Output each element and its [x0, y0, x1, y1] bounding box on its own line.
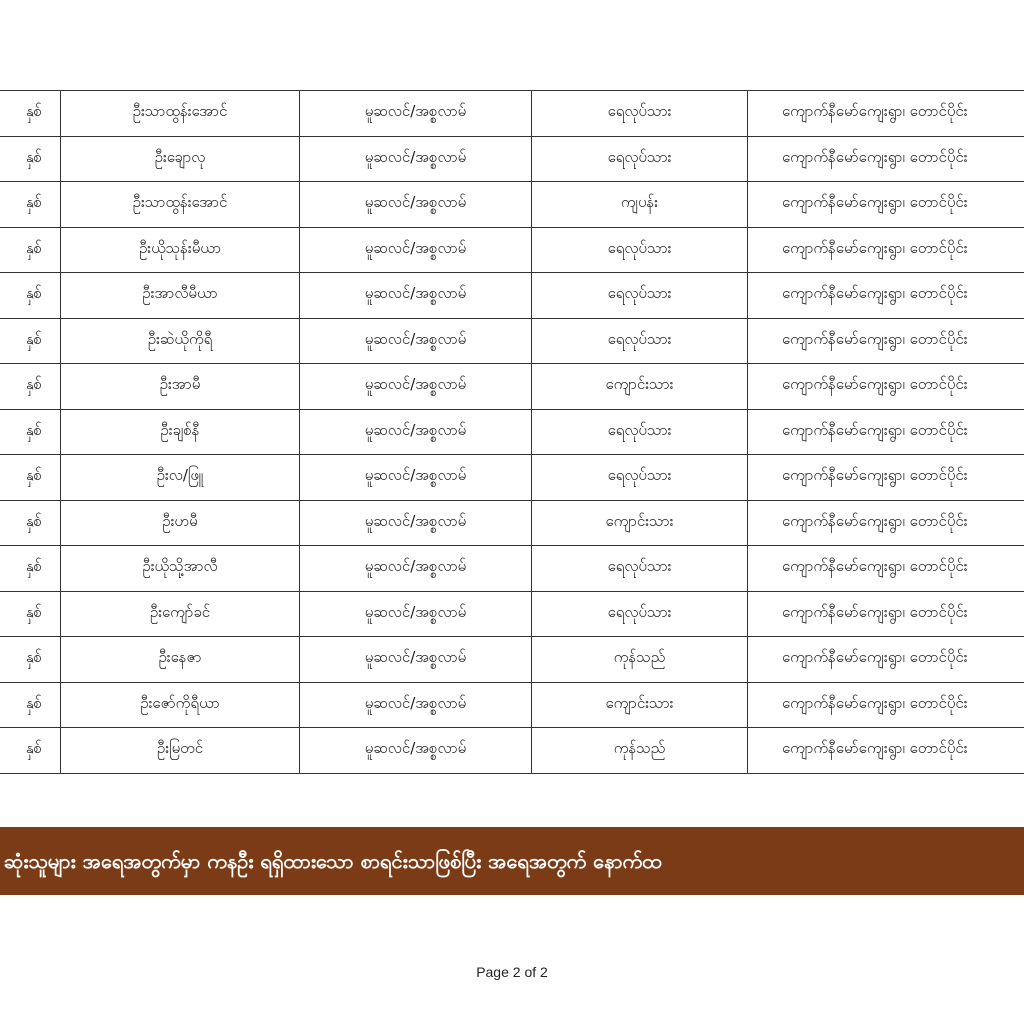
table-row [0, 318, 1024, 364]
occupation-cell: ကျောင်းသား [532, 500, 748, 546]
age-cell: နှစ် [0, 546, 61, 592]
age-cell: နှစ် [0, 409, 61, 455]
table-row [0, 500, 1024, 546]
name-cell: ဦးကျော်ခင် [61, 591, 300, 637]
victims-table-wrapper [0, 90, 1024, 774]
page-number: Page 2 of 2 [476, 964, 548, 980]
age-cell: နှစ် [0, 318, 61, 364]
religion-cell: မူဆလင်/အစ္စလာမ် [300, 364, 532, 410]
occupation-cell: ရေလုပ်သား [532, 318, 748, 364]
address-cell: ကျောက်နီမော်ကျေးရွာ၊ တောင်ပိုင်း [748, 182, 1024, 228]
address-cell: ကျောက်နီမော်ကျေးရွာ၊ တောင်ပိုင်း [748, 227, 1024, 273]
name-cell: ဦးဟမီ [61, 500, 300, 546]
occupation-cell: ကျောင်းသား [532, 682, 748, 728]
religion-cell: မူဆလင်/အစ္စလာမ် [300, 227, 532, 273]
religion-cell: မူဆလင်/အစ္စလာမ် [300, 182, 532, 228]
table-row [0, 591, 1024, 637]
occupation-cell: ကျပန်း [532, 182, 748, 228]
table-row [0, 136, 1024, 182]
name-cell: ဦးဇော်ကိုရီယာ [61, 682, 300, 728]
religion-cell: မူဆလင်/အစ္စလာမ် [300, 728, 532, 774]
occupation-cell: ရေလုပ်သား [532, 455, 748, 501]
religion-cell: မူဆလင်/အစ္စလာမ် [300, 318, 532, 364]
occupation-cell: ရေလုပ်သား [532, 409, 748, 455]
name-cell: ဦးသာထွန်းအောင် [61, 182, 300, 228]
table-row [0, 409, 1024, 455]
religion-cell: မူဆလင်/အစ္စလာမ် [300, 637, 532, 683]
name-cell: ဦးသာထွန်းအောင် [61, 91, 300, 137]
address-cell: ကျောက်နီမော်ကျေးရွာ၊ တောင်ပိုင်း [748, 136, 1024, 182]
address-cell: ကျောက်နီမော်ကျေးရွာ၊ တောင်ပိုင်း [748, 409, 1024, 455]
address-cell: ကျောက်နီမော်ကျေးရွာ၊ တောင်ပိုင်း [748, 728, 1024, 774]
table-body [0, 91, 1024, 774]
address-cell: ကျောက်နီမော်ကျေးရွာ၊ တောင်ပိုင်း [748, 455, 1024, 501]
name-cell: ဦးနေဇာ [61, 637, 300, 683]
table-row [0, 273, 1024, 319]
table-row [0, 364, 1024, 410]
occupation-cell: ရေလုပ်သား [532, 546, 748, 592]
victims-table [0, 90, 1024, 774]
name-cell: ဦးအာလီမီယာ [61, 273, 300, 319]
occupation-cell: ရေလုပ်သား [532, 91, 748, 137]
name-cell: ဦးအာမီ [61, 364, 300, 410]
religion-cell: မူဆလင်/အစ္စလာမ် [300, 500, 532, 546]
occupation-cell: ရေလုပ်သား [532, 136, 748, 182]
note-banner-text: ဆုံးသူများ အရေအတွက်မှာ ကနဦး ရရှိထားသော စာရင်းသာဖြစ်ပြီး အရေအတွက် နောက်ထ [4, 849, 662, 873]
occupation-cell: ကုန်သည် [532, 637, 748, 683]
age-cell: နှစ် [0, 91, 61, 137]
occupation-cell: ကုန်သည် [532, 728, 748, 774]
table-row [0, 455, 1024, 501]
religion-cell: မူဆလင်/အစ္စလာမ် [300, 591, 532, 637]
religion-cell: မူဆလင်/အစ္စလာမ် [300, 455, 532, 501]
table-row [0, 682, 1024, 728]
address-cell: ကျောက်နီမော်ကျေးရွာ၊ တောင်ပိုင်း [748, 318, 1024, 364]
page-footer [0, 964, 1024, 980]
name-cell: ဦးချောလု [61, 136, 300, 182]
age-cell: နှစ် [0, 591, 61, 637]
name-cell: ဦးလ/ဖြူ [61, 455, 300, 501]
address-cell: ကျောက်နီမော်ကျေးရွာ၊ တောင်ပိုင်း [748, 364, 1024, 410]
religion-cell: မူဆလင်/အစ္စလာမ် [300, 409, 532, 455]
age-cell: နှစ် [0, 682, 61, 728]
religion-cell: မူဆလင်/အစ္စလာမ် [300, 91, 532, 137]
table-row [0, 546, 1024, 592]
name-cell: ဦးဆဲယိုကိုရီ [61, 318, 300, 364]
age-cell: နှစ် [0, 637, 61, 683]
table-row [0, 728, 1024, 774]
address-cell: ကျောက်နီမော်ကျေးရွာ၊ တောင်ပိုင်း [748, 682, 1024, 728]
address-cell: ကျောက်နီမော်ကျေးရွာ၊ တောင်ပိုင်း [748, 546, 1024, 592]
age-cell: နှစ် [0, 273, 61, 319]
age-cell: နှစ် [0, 136, 61, 182]
age-cell: နှစ် [0, 227, 61, 273]
address-cell: ကျောက်နီမော်ကျေးရွာ၊ တောင်ပိုင်း [748, 500, 1024, 546]
occupation-cell: ရေလုပ်သား [532, 227, 748, 273]
name-cell: ဦးယိုသုန်းမီယာ [61, 227, 300, 273]
name-cell: ဦးမြတင် [61, 728, 300, 774]
table-row [0, 91, 1024, 137]
religion-cell: မူဆလင်/အစ္စလာမ် [300, 682, 532, 728]
occupation-cell: ကျောင်းသား [532, 364, 748, 410]
table-row [0, 227, 1024, 273]
religion-cell: မူဆလင်/အစ္စလာမ် [300, 273, 532, 319]
table-row [0, 637, 1024, 683]
address-cell: ကျောက်နီမော်ကျေးရွာ၊ တောင်ပိုင်း [748, 273, 1024, 319]
occupation-cell: ရေလုပ်သား [532, 273, 748, 319]
religion-cell: မူဆလင်/အစ္စလာမ် [300, 136, 532, 182]
note-banner [0, 827, 1024, 895]
address-cell: ကျောက်နီမော်ကျေးရွာ၊ တောင်ပိုင်း [748, 637, 1024, 683]
age-cell: နှစ် [0, 500, 61, 546]
occupation-cell: ရေလုပ်သား [532, 591, 748, 637]
age-cell: နှစ် [0, 455, 61, 501]
age-cell: နှစ် [0, 728, 61, 774]
address-cell: ကျောက်နီမော်ကျေးရွာ၊ တောင်ပိုင်း [748, 91, 1024, 137]
age-cell: နှစ် [0, 364, 61, 410]
religion-cell: မူဆလင်/အစ္စလာမ် [300, 546, 532, 592]
table-row [0, 182, 1024, 228]
address-cell: ကျောက်နီမော်ကျေးရွာ၊ တောင်ပိုင်း [748, 591, 1024, 637]
name-cell: ဦးယိုသို့အာလီ [61, 546, 300, 592]
name-cell: ဦးချစ်နီ [61, 409, 300, 455]
age-cell: နှစ် [0, 182, 61, 228]
